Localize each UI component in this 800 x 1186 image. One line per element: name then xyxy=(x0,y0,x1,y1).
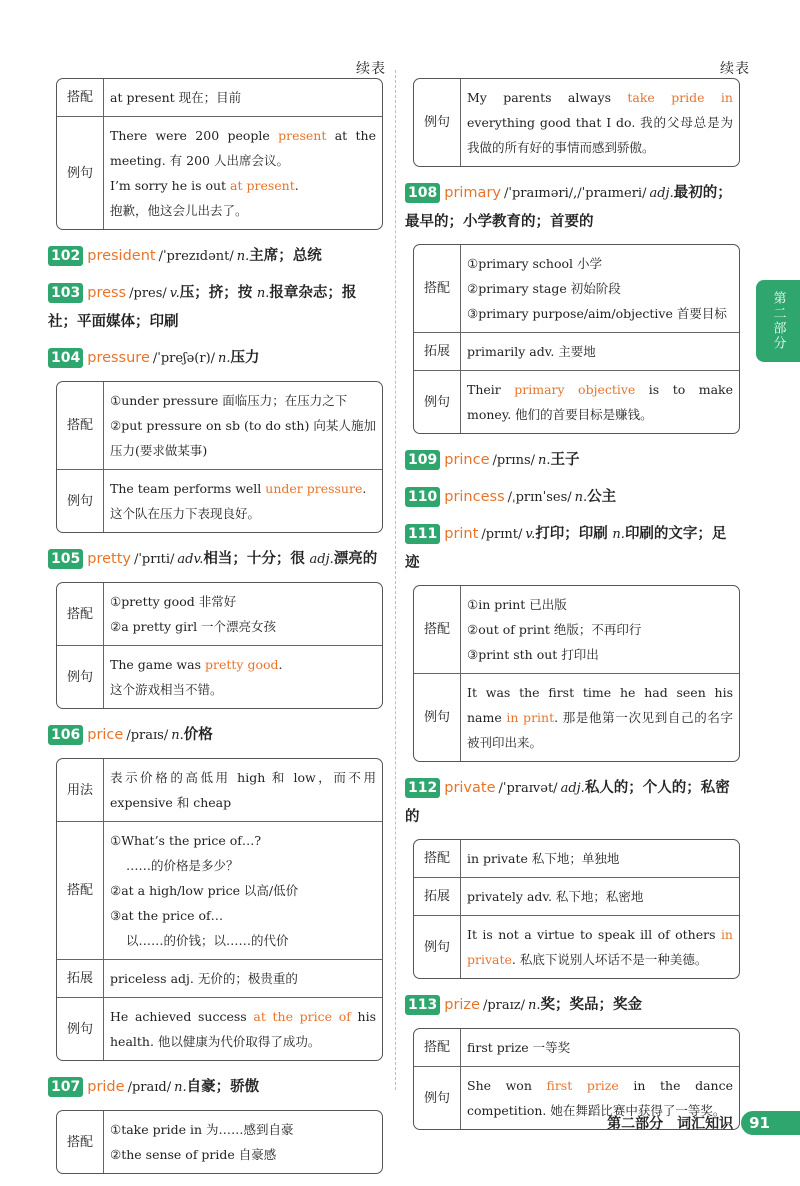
text-segment: ③primary purpose/aim/objective 首要目标 xyxy=(467,306,727,321)
content-line xyxy=(467,846,733,871)
text-segment: There were 200 people xyxy=(110,128,279,143)
row-content xyxy=(104,822,382,960)
headword: private xyxy=(444,780,496,796)
meaning: 私人的；个人的；私密的 xyxy=(405,780,730,825)
row-label: 例句 xyxy=(57,470,104,532)
phonetic: /prɪns/ xyxy=(492,453,536,468)
part-of-speech: v. xyxy=(525,527,536,542)
content-line xyxy=(110,589,376,614)
content-line xyxy=(467,884,733,909)
content-line xyxy=(467,592,733,617)
row-content xyxy=(104,382,382,470)
left-column xyxy=(48,0,386,1186)
text-segment: is to make money. 他们的首要目标是赚钱。 xyxy=(467,382,733,422)
content-line xyxy=(110,198,376,223)
row-label: 搭配 xyxy=(414,245,461,333)
row-label: 例句 xyxy=(57,998,104,1060)
part-of-speech-2: n. xyxy=(612,527,625,542)
meaning: 压；挤；按 xyxy=(179,285,253,301)
entry-number: 108 xyxy=(405,183,440,203)
table-row xyxy=(414,1029,739,1067)
row-content xyxy=(461,840,739,878)
entry-press xyxy=(48,279,383,336)
row-label: 拓展 xyxy=(414,878,461,916)
table-row xyxy=(414,840,739,878)
text-segment: at present 现在；目前 xyxy=(110,90,242,105)
content-line xyxy=(110,652,376,677)
headword: price xyxy=(87,727,124,743)
headword: press xyxy=(87,285,127,301)
page-footer xyxy=(607,1111,800,1135)
row-label: 拓展 xyxy=(414,333,461,371)
entry-president xyxy=(48,242,383,271)
content-line xyxy=(467,301,733,326)
row-content xyxy=(104,79,382,117)
entry-pride xyxy=(48,1073,383,1102)
text-segment: 这个游戏相当不错。 xyxy=(110,682,223,697)
entry-prince xyxy=(405,446,740,475)
entry-number: 105 xyxy=(48,549,83,569)
content-line xyxy=(110,173,376,198)
meaning: 公主 xyxy=(587,489,617,505)
row-content xyxy=(104,583,382,646)
meaning: 奖；奖品；奖金 xyxy=(540,997,643,1013)
text-segment: It was the first time he had seen his name xyxy=(467,685,733,725)
table-row xyxy=(414,916,739,978)
entry-private xyxy=(405,774,740,831)
table-row xyxy=(57,759,382,822)
row-content xyxy=(104,646,382,708)
row-label: 例句 xyxy=(414,916,461,978)
part-of-speech: n. xyxy=(236,249,250,264)
text-segment: 抱歉，他这会儿出去了。 xyxy=(110,203,248,218)
content-line xyxy=(110,853,376,878)
content-line xyxy=(467,377,733,427)
content-line xyxy=(467,922,733,972)
entry-primary xyxy=(405,179,740,236)
text-segment: . xyxy=(362,481,367,496)
row-content xyxy=(104,998,382,1060)
highlighted-phrase: in print xyxy=(506,710,555,725)
entry-number: 103 xyxy=(48,283,83,303)
table-row xyxy=(57,382,382,470)
headword: prince xyxy=(444,452,490,468)
text-segment: ②out of print 绝版；不再印行 xyxy=(467,622,642,637)
text-segment: ①take pride in 为……感到自豪 xyxy=(110,1122,294,1137)
content-line xyxy=(110,928,376,953)
text-segment: The game was xyxy=(110,657,205,672)
row-label: 搭配 xyxy=(57,822,104,960)
row-label: 搭配 xyxy=(57,1111,104,1173)
phonetic: /praɪz/ xyxy=(482,998,526,1013)
phonetic: /prɪnt/ xyxy=(481,527,523,542)
content-line xyxy=(110,123,376,173)
meaning-2: 印刷的文字；足迹 xyxy=(405,526,727,571)
text-segment: ①in print 已出版 xyxy=(467,597,567,612)
entry-number: 111 xyxy=(405,524,440,544)
text-segment: ②the sense of pride 自豪感 xyxy=(110,1147,277,1162)
entry-pressure xyxy=(48,344,383,373)
part-of-speech: n. xyxy=(174,1080,187,1095)
entry-number: 102 xyxy=(48,246,83,266)
text-segment: He achieved success xyxy=(110,1009,254,1024)
row-label: 例句 xyxy=(414,371,461,433)
content-line xyxy=(110,1117,376,1142)
content-line xyxy=(110,878,376,903)
entry-number: 112 xyxy=(405,778,440,798)
phonetic: /ˈpreʃə(r)/ xyxy=(152,351,216,366)
text-segment: ……的价格是多少？ xyxy=(126,858,239,873)
text-segment: ①under pressure 面临压力；在压力之下 xyxy=(110,393,348,408)
content-line xyxy=(110,903,376,928)
content-line xyxy=(110,501,376,526)
text-segment: privately adv. 私下地；私密地 xyxy=(467,889,644,904)
entry-print xyxy=(405,520,740,577)
table-row xyxy=(414,79,739,166)
text-segment: 这个队在压力下表现良好。 xyxy=(110,506,261,521)
text-segment: primarily adv. 主要地 xyxy=(467,344,596,359)
text-segment: in the dance competition. 她在舞蹈比赛中获得了一等奖。 xyxy=(467,1078,734,1118)
entry-number: 107 xyxy=(48,1077,83,1097)
entry-pretty xyxy=(48,545,383,574)
meaning: 相当；十分；很 xyxy=(203,551,305,567)
entry-prize xyxy=(405,991,740,1020)
phonetic: /ˈpraɪvət/ xyxy=(498,781,558,796)
row-label: 搭配 xyxy=(57,382,104,470)
text-segment: priceless adj. 无价的；极贵重的 xyxy=(110,971,298,986)
page-number: 91 xyxy=(741,1111,800,1135)
text-segment: ①primary school 小学 xyxy=(467,256,602,271)
text-segment: . xyxy=(294,178,299,193)
content-line xyxy=(110,413,376,463)
headword: princess xyxy=(444,489,505,505)
highlighted-phrase: at present xyxy=(230,178,295,193)
text-segment: ②at a high/low price 以高/低价 xyxy=(110,883,299,898)
table-row xyxy=(57,1111,382,1173)
row-label: 搭配 xyxy=(57,583,104,646)
phonetic: /praɪs/ xyxy=(126,728,169,743)
row-content xyxy=(104,117,382,229)
text-segment: 以……的价钱；以……的代价 xyxy=(126,933,289,948)
entry-price xyxy=(48,721,383,750)
row-content xyxy=(461,586,739,674)
row-label: 搭配 xyxy=(414,840,461,878)
text-segment: ③at the price of… xyxy=(110,908,224,923)
private-table xyxy=(413,839,740,979)
meaning-2: 漂亮的 xyxy=(333,551,378,567)
phonetic: /ˈpraɪməri/,/ˈpraɪmeri/ xyxy=(503,186,647,201)
text-segment: 表示价格的高低用 high 和 low，而不用 expensive 和 cheap xyxy=(110,770,376,810)
table-row xyxy=(57,117,382,229)
text-segment: Their xyxy=(467,382,515,397)
highlighted-phrase: under pressure xyxy=(265,481,363,496)
headword: pride xyxy=(87,1079,125,1095)
text-segment: ③print sth out 打印出 xyxy=(467,647,599,662)
row-content xyxy=(104,1111,382,1173)
present-table xyxy=(56,78,383,230)
row-content xyxy=(461,1029,739,1067)
text-segment: . 那是他第一次见到自己的名字被刊印出来。 xyxy=(467,710,734,750)
table-row xyxy=(414,333,739,371)
meaning: 王子 xyxy=(550,452,580,468)
headword: print xyxy=(444,526,479,542)
row-content xyxy=(104,960,382,998)
content-line xyxy=(110,966,376,991)
highlighted-phrase: at the price of xyxy=(253,1009,351,1024)
entry-number: 104 xyxy=(48,348,83,368)
continued-label: 续表 xyxy=(720,61,750,77)
footer-topic: 词汇知识 xyxy=(677,1116,734,1132)
headword: prize xyxy=(444,997,480,1013)
phonetic: /ˌprɪnˈses/ xyxy=(507,490,572,505)
meaning: 价格 xyxy=(183,727,213,743)
table-row xyxy=(414,245,739,333)
table-row xyxy=(57,998,382,1060)
table-row xyxy=(414,674,739,761)
row-content xyxy=(461,674,739,761)
part-of-speech: adj. xyxy=(560,781,585,796)
table-row xyxy=(414,878,739,916)
content-line xyxy=(110,677,376,702)
text-segment: ①What’s the price of…? xyxy=(110,833,262,848)
row-content xyxy=(104,470,382,532)
text-segment: . 私底下说别人坏话不是一种美德。 xyxy=(511,952,708,967)
column-divider xyxy=(395,70,396,1090)
headword: pressure xyxy=(87,350,150,366)
headword: primary xyxy=(444,185,501,201)
entry-number: 113 xyxy=(405,995,440,1015)
part-of-speech-2: n. xyxy=(256,286,270,301)
pretty-table xyxy=(56,582,383,709)
content-line xyxy=(467,617,733,642)
text-segment: his health. 他以健康为代价取得了成功。 xyxy=(110,1009,376,1049)
row-content xyxy=(104,759,382,822)
content-line xyxy=(467,1035,733,1060)
entry-number: 109 xyxy=(405,450,440,470)
text-segment: . xyxy=(278,657,283,672)
text-segment: My parents always xyxy=(467,90,628,105)
content-line xyxy=(467,680,733,755)
headword: pretty xyxy=(87,551,131,567)
text-segment: It is not a virtue to speak ill of others xyxy=(467,927,721,942)
text-segment: everything good that I do. 我的父母总是为我做的所有好的事情而感到骄傲。 xyxy=(467,115,733,155)
section-side-tab: 第二部分 xyxy=(756,280,800,362)
content-line xyxy=(467,339,733,364)
row-label: 搭配 xyxy=(57,79,104,117)
phonetic: /praɪd/ xyxy=(127,1080,172,1095)
meaning: 打印；印刷 xyxy=(535,526,608,542)
row-label: 例句 xyxy=(57,117,104,229)
content-line xyxy=(467,251,733,276)
table-row xyxy=(57,822,382,960)
part-of-speech: n. xyxy=(574,490,588,505)
row-content xyxy=(461,878,739,916)
row-content xyxy=(461,79,739,166)
content-line xyxy=(110,1004,376,1054)
row-label: 用法 xyxy=(57,759,104,822)
phonetic: /ˈprɪti/ xyxy=(133,552,175,567)
part-of-speech: n. xyxy=(218,351,231,366)
content-line xyxy=(110,828,376,853)
entry-princess xyxy=(405,483,740,512)
part-of-speech: n. xyxy=(171,728,184,743)
highlighted-phrase: primary objective xyxy=(514,382,636,397)
part-of-speech: v. xyxy=(169,286,180,301)
table-row xyxy=(57,646,382,708)
highlighted-phrase: present xyxy=(278,128,327,143)
pressure-table xyxy=(56,381,383,533)
part-of-speech-2: adj. xyxy=(309,552,334,567)
table-row xyxy=(57,960,382,998)
content-line xyxy=(110,614,376,639)
content-line xyxy=(110,476,376,501)
meaning-2: 报章杂志；报社；平面媒体；印刷 xyxy=(48,285,357,330)
print-table xyxy=(413,585,740,762)
meaning: 自豪；骄傲 xyxy=(186,1079,260,1095)
highlighted-phrase: first prize xyxy=(546,1078,619,1093)
content-line xyxy=(110,765,376,815)
text-segment: ②a pretty girl 一个漂亮女孩 xyxy=(110,619,277,634)
primary-table xyxy=(413,244,740,434)
text-segment: ②primary stage 初始阶段 xyxy=(467,281,621,296)
meaning: 最初的；最早的；小学教育的；首要的 xyxy=(405,185,732,230)
table-row xyxy=(414,586,739,674)
meaning: 主席；总统 xyxy=(249,248,322,264)
part-of-speech: n. xyxy=(538,453,551,468)
text-segment: ②put pressure on sb (to do sth) 向某人施加压力(要求做某事) xyxy=(110,418,376,458)
highlighted-phrase: pretty good xyxy=(204,657,279,672)
row-label: 拓展 xyxy=(57,960,104,998)
row-label: 例句 xyxy=(414,674,461,761)
pride-table xyxy=(56,1110,383,1174)
highlighted-phrase: take pride in xyxy=(627,90,733,105)
text-segment: in private 私下地；单独地 xyxy=(467,851,620,866)
text-segment: I’m sorry he is out xyxy=(110,178,231,193)
content-line xyxy=(110,1142,376,1167)
row-content xyxy=(461,371,739,433)
headword: president xyxy=(87,248,156,264)
content-line xyxy=(467,642,733,667)
row-content xyxy=(461,245,739,333)
row-content xyxy=(461,916,739,978)
text-segment: She won xyxy=(467,1078,547,1093)
row-label: 例句 xyxy=(414,79,461,166)
highlighted-phrase: in private xyxy=(467,927,733,967)
table-row xyxy=(414,371,739,433)
text-segment: at the meeting. 有 200 人出席会议。 xyxy=(110,128,376,168)
content-line xyxy=(110,85,376,110)
row-label: 例句 xyxy=(414,1067,461,1129)
table-row xyxy=(57,79,382,117)
meaning: 压力 xyxy=(230,350,260,366)
footer-part: 第二部分 xyxy=(607,1116,664,1132)
row-label: 搭配 xyxy=(414,586,461,674)
content-line xyxy=(110,388,376,413)
text-segment: The team performs well xyxy=(110,481,266,496)
part-of-speech: adv. xyxy=(177,552,204,567)
phonetic: /ˈprezɪdənt/ xyxy=(158,249,234,264)
row-label: 例句 xyxy=(57,646,104,708)
row-content xyxy=(461,333,739,371)
part-of-speech: adj. xyxy=(649,186,674,201)
text-segment: first prize 一等奖 xyxy=(467,1040,571,1055)
pride-example-table xyxy=(413,78,740,167)
row-label: 搭配 xyxy=(414,1029,461,1067)
entry-number: 110 xyxy=(405,487,440,507)
part-of-speech: n. xyxy=(528,998,541,1013)
content-line xyxy=(467,85,733,160)
phonetic: /pres/ xyxy=(129,286,167,301)
table-row xyxy=(57,470,382,532)
right-column xyxy=(405,0,750,1142)
continued-label: 续表 xyxy=(356,61,386,77)
text-segment: ①pretty good 非常好 xyxy=(110,594,237,609)
content-line xyxy=(467,276,733,301)
table-row xyxy=(57,583,382,646)
entry-number: 106 xyxy=(48,725,83,745)
price-table xyxy=(56,758,383,1061)
